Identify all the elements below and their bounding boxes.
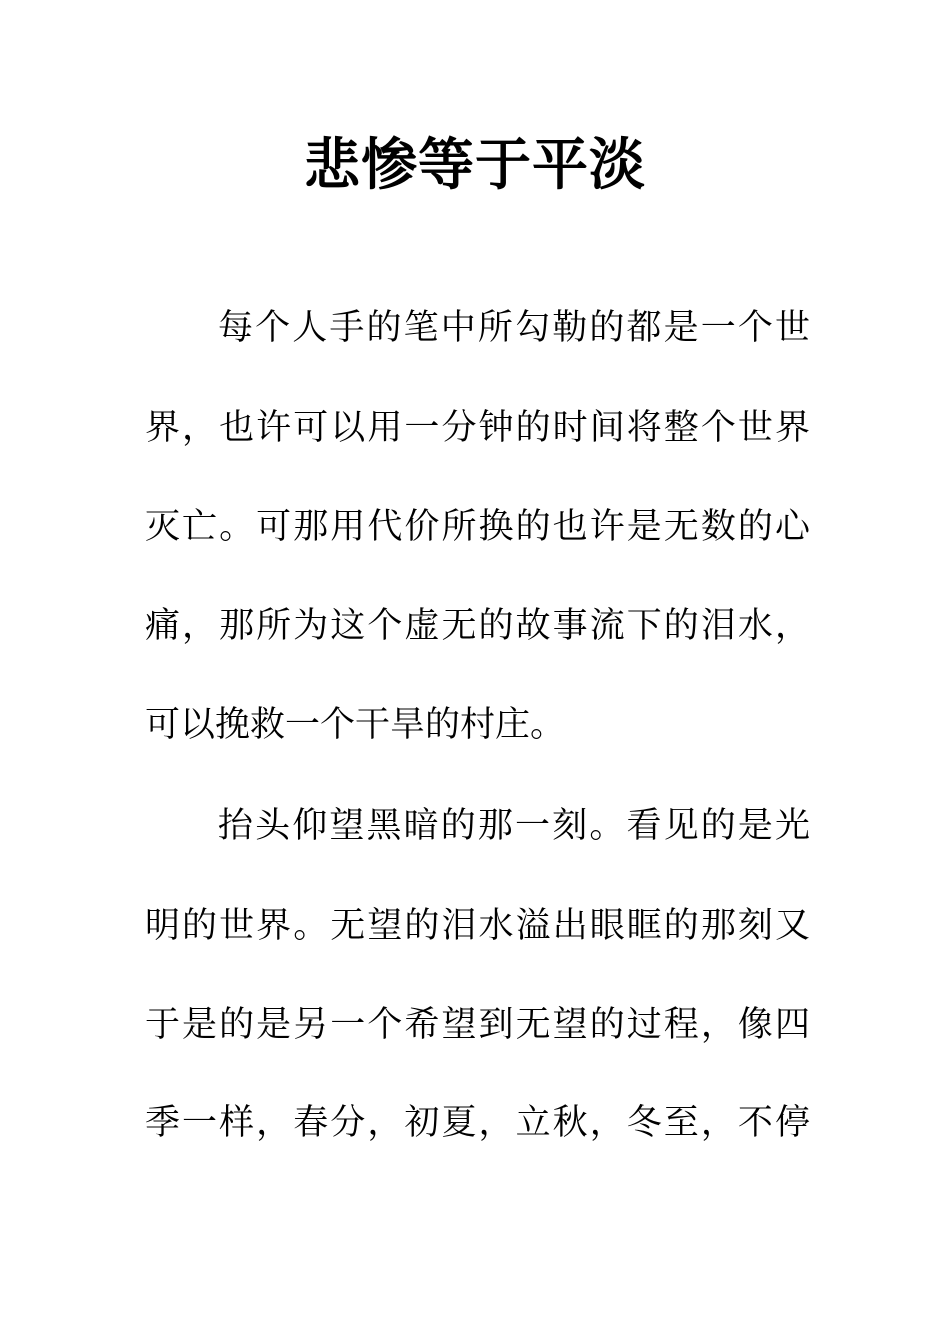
paragraph-line: 明的世界。无望的泪水溢出眼眶的那刻又 [145, 906, 810, 946]
paragraph-line: 抬头仰望黑暗的那一刻。看见的是光 [218, 806, 810, 846]
paragraph-line: 于是的是另一个希望到无望的过程，像四 [145, 1005, 810, 1045]
document-title: 悲惨等于平淡 [304, 133, 646, 198]
paragraph-line: 季一样，春分，初夏，立秋，冬至，不停 [145, 1103, 810, 1143]
paragraph-line: 界，也许可以用一分钟的时间将整个世界 [145, 408, 810, 448]
paragraph-line: 每个人手的笔中所勾勒的都是一个世 [218, 308, 810, 348]
paragraph-line: 可以挽救一个干旱的村庄。 [145, 705, 566, 745]
paragraph-line: 灭亡。可那用代价所换的也许是无数的心 [145, 507, 810, 547]
paragraph-line: 痛，那所为这个虚无的故事流下的泪水， [145, 606, 810, 646]
